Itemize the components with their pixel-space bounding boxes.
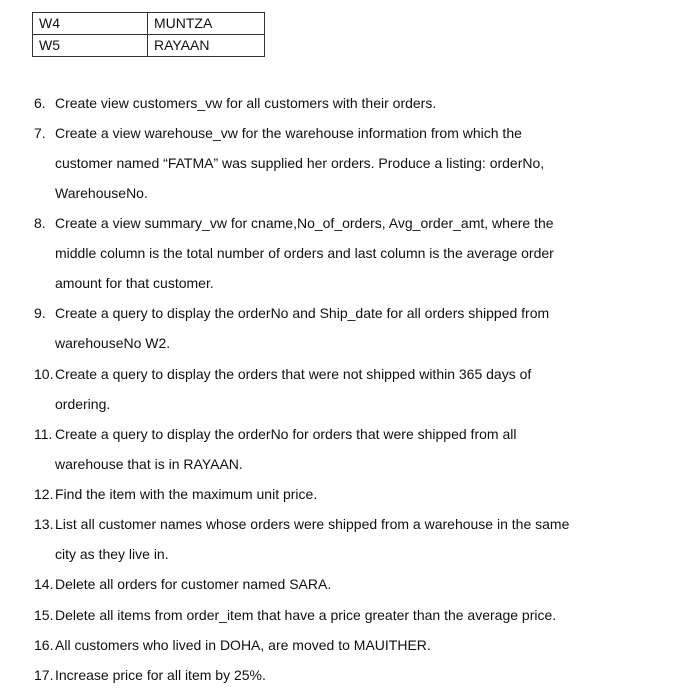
task-number: 12. [34,486,54,502]
table-cell-warehouse: W5 [33,35,148,57]
table-cell-name: RAYAAN [148,35,265,57]
task-text: Delete all orders for customer named SARA. [55,576,332,592]
task-number: 6. [34,95,46,111]
task-text: Create a query to display the orderNo and Ship_date for all orders shipped from [55,305,550,321]
task-text: Create a view warehouse_vw for the warehouse information from which the [55,125,522,141]
task-number: 17. [34,667,54,683]
task-number: 8. [34,215,46,231]
task-text: middle column is the total number of orders and last column is the average order [55,245,554,261]
table-cell-name: MUNTZA [148,13,265,35]
task-number: 10. [34,366,54,382]
task-number: 13. [34,516,54,532]
task-text: Increase price for all item by 25%. [55,667,266,683]
task-text: Create a query to display the orders that were not shipped within 365 days of [55,366,532,382]
task-text: city as they live in. [55,546,169,562]
task-number: 16. [34,637,54,653]
task-number: 9. [34,305,46,321]
table-row [33,35,265,57]
task-text: warehouseNo W2. [55,335,171,351]
warehouse-table [32,12,265,57]
task-text: WarehouseNo. [55,185,148,201]
task-text: ordering. [55,396,111,412]
task-number: 7. [34,125,46,141]
task-text: List all customer names whose orders were shipped from a warehouse in the same [55,516,570,532]
task-text: Create view customers_vw for all customers with their orders. [55,95,437,111]
task-text: warehouse that is in RAYAAN. [55,456,243,472]
task-text: customer named “FATMA” was supplied her orders. Produce a listing: orderNo, [55,155,545,171]
task-number: 14. [34,576,54,592]
task-text: Delete all items from order_item that have a price greater than the average price. [55,607,557,623]
task-number: 11. [34,426,53,442]
task-text: All customers who lived in DOHA, are moved to MAUITHER. [55,637,431,653]
task-text: Create a view summary_vw for cname,No_of_orders, Avg_order_amt, where the [55,215,554,231]
task-text: amount for that customer. [55,275,214,291]
task-text: Create a query to display the orderNo for orders that were shipped from all [55,426,517,442]
table-row [33,13,265,35]
task-number: 15. [34,607,54,623]
task-text: Find the item with the maximum unit price. [55,486,318,502]
table-cell-warehouse: W4 [33,13,148,35]
